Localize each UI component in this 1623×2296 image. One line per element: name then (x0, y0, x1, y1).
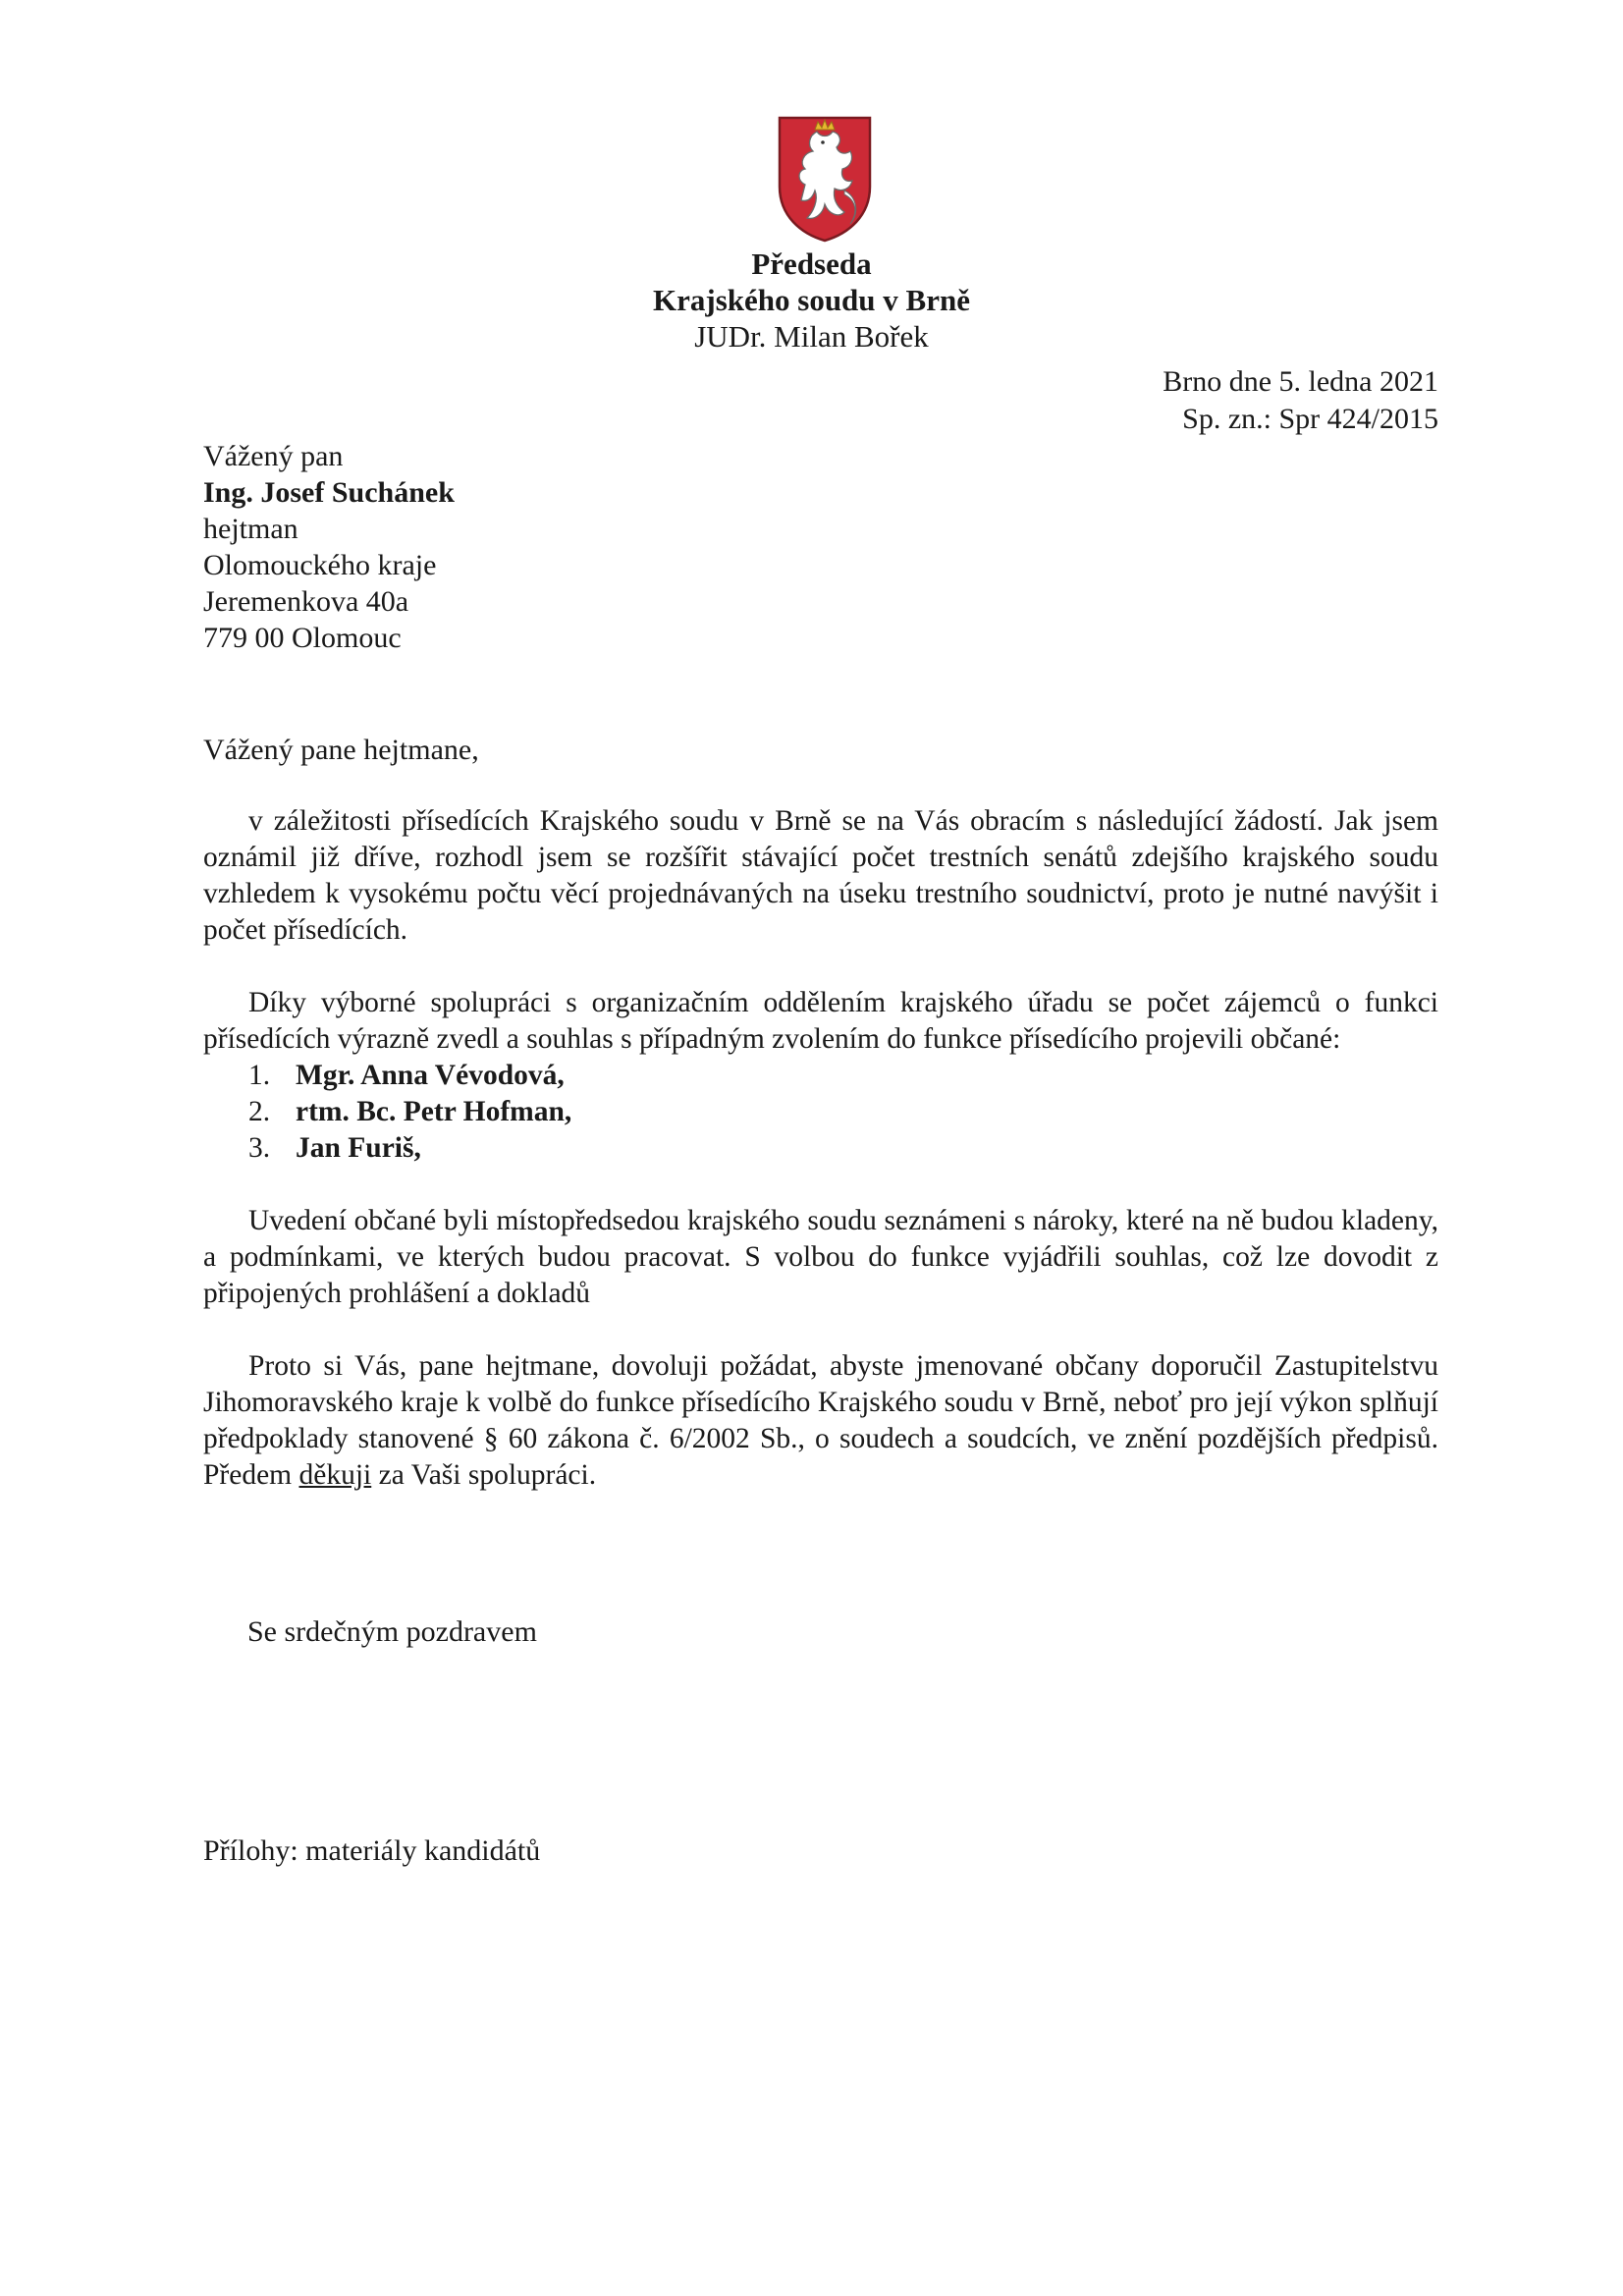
candidate-name: Mgr. Anna Vévodová, (296, 1060, 565, 1091)
date-reference-block (1163, 363, 1438, 438)
paragraph-request: v záležitosti přísedících Krajského soudu v Brně se na Vás obracím s následující žádostí. Jak jsem oznámil již dříve, rozhodl jsem se rozšířit stávající počet trestních senátů zdejšího krajského soudu vzhledem k vysokému počtu věcí projednávaných na úseku trestního soudnictví, proto je nutné navýšit i počet přísedících. (203, 805, 1438, 946)
closing-greeting: Se srdečným pozdravem (247, 1615, 537, 1648)
list-item: 3. Jan Furiš, (248, 1132, 421, 1164)
list-item: 1. Mgr. Anna Vévodová, (248, 1060, 565, 1091)
czech-coat-of-arms-icon (774, 110, 876, 244)
paragraph-recommendation: Proto si Vás, pane hejtmane, dovoluji požádat, abyste jmenované občany doporučil Zastupitelstvu Jihomoravského kraje k volbě do funkce přísedícího Krajského soudu v Brně, neboť pro její výkon splňují předpoklady stanovené § 60 zákona č. 6/2002 Sb., o soudech a soudcích, ve znění pozdějších předpisů. Předem děkuji za Vaši spolupráci. (203, 1350, 1438, 1491)
file-reference: Sp. zn.: Spr 424/2015 (1182, 403, 1438, 435)
sender-header (0, 246, 1623, 355)
recipient-name: Ing. Josef Suchánek (203, 476, 455, 509)
paragraph-conditions: Uvedení občané byli místopředsedou krajského soudu seznámeni s nároky, které na ně budou kladeny, a podmínkami, ve kterých budou pracovat. S volbou do funkce vyjádřili souhlas, což lze dovodit z připojených prohlášení a dokladů (203, 1205, 1438, 1309)
candidate-name: rtm. Bc. Petr Hofman, (296, 1096, 572, 1127)
sender-name: JUDr. Milan Bořek (694, 319, 929, 354)
recipient-region: Olomouckého kraje (203, 549, 437, 581)
recipient-address (203, 438, 455, 656)
candidate-name: Jan Furiš, (296, 1132, 421, 1164)
sender-court: Krajského soudu v Brně (653, 283, 970, 317)
letter-date: Brno dne 5. ledna 2021 (1163, 365, 1438, 398)
address-greeting: Vážený pan (203, 440, 344, 472)
recipient-city: 779 00 Olomouc (203, 622, 402, 654)
recipient-title: hejtman (203, 513, 298, 545)
letter-body (203, 803, 1438, 1530)
recipient-street: Jeremenkova 40a (203, 585, 409, 618)
underlined-thanks: děkuji (298, 1459, 372, 1491)
salutation: Vážený pane hejtmane, (203, 734, 479, 766)
candidate-list (203, 1058, 1438, 1167)
paragraph-candidates-intro: Díky výborné spolupráci s organizačním oddělením krajského úřadu se počet zájemců o funkci přísedících výrazně zvedl a souhlas s případným zvolením do funkce přísedícího projevili občané: (203, 987, 1438, 1055)
list-item: 2. rtm. Bc. Petr Hofman, (248, 1096, 572, 1127)
sender-title: Předseda (751, 246, 872, 281)
attachments-note: Přílohy: materiály kandidátů (203, 1834, 541, 1867)
